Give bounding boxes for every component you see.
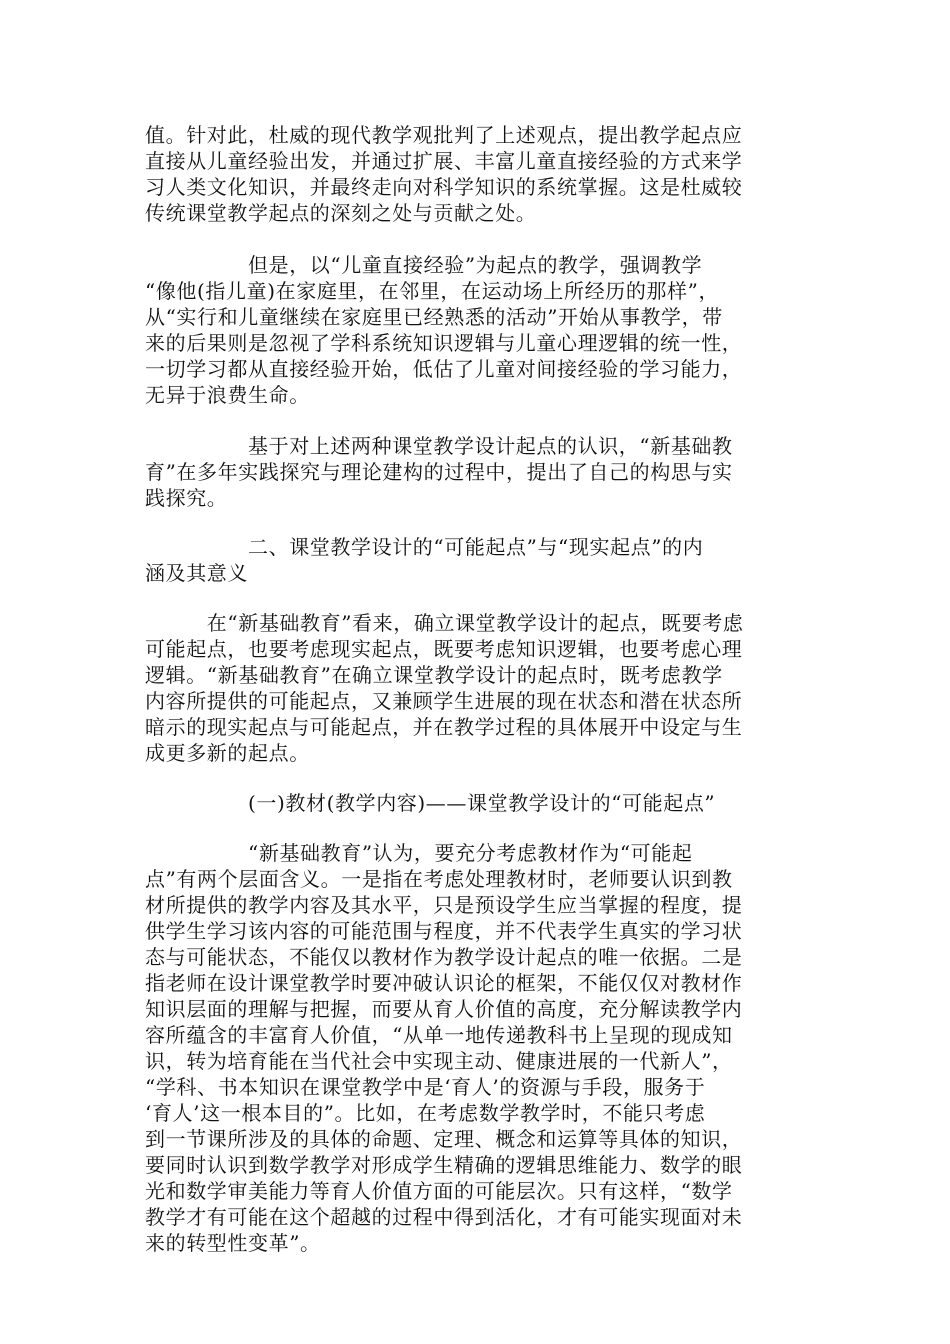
text-line: 育”在多年实践探究与理论建构的过程中，提出了自己的构思与实 bbox=[145, 460, 733, 484]
text-line: 值。针对此，杜威的现代教学观批判了上述观点，提出教学起点应 bbox=[145, 123, 743, 147]
text-line: 从“实行和儿童继续在家庭里已经熟悉的活动”开始从事教学，带 bbox=[145, 305, 723, 329]
text-line: 指老师在设计课堂教学时要冲破认识论的框架，不能仅仅对教材作 bbox=[145, 971, 743, 995]
text-line: 要同时认识到数学教学对形成学生精确的逻辑思维能力、数学的眼 bbox=[145, 1153, 743, 1177]
paragraph-dewey-critique bbox=[145, 122, 805, 226]
heading-line: 二、课堂教学设计的“可能起点”与“现实起点”的内 bbox=[145, 535, 704, 559]
text-line: 知识层面的理解与把握，而要从育人价值的高度，充分解读教学内 bbox=[145, 997, 743, 1021]
text-line: 无异于浪费生命。 bbox=[145, 383, 310, 407]
text-line: 供学生学习该内容的可能范围与程度，并不代表学生真实的学习状 bbox=[145, 919, 743, 943]
text-line: 识，转为培育能在当代社会中实现主动、健康进展的一代新人”， bbox=[145, 1049, 733, 1073]
text-line: 态与可能状态，不能仅以教材作为教学设计起点的唯一依据。二是 bbox=[145, 945, 743, 969]
text-line: 践探究。 bbox=[145, 486, 228, 510]
paragraph-direct-experience bbox=[145, 252, 805, 408]
paragraph-starting-points bbox=[145, 610, 805, 766]
text-line: 在“新基础教育”看来，确立课堂教学设计的起点，既要考虑 bbox=[145, 611, 744, 635]
text-line: 但是，以“儿童直接经验”为起点的教学，强调教学 bbox=[145, 253, 703, 277]
text-line: 直接从儿童经验出发，并通过扩展、丰富儿童直接经验的方式来学 bbox=[145, 149, 743, 173]
text-line: 点”有两个层面含义。一是指在考虑处理教材时，老师要认识到教 bbox=[145, 867, 733, 891]
text-line: 习人类文化知识，并最终走向对科学知识的系统掌握。这是杜威较 bbox=[145, 175, 743, 199]
paragraph-textbook-possible-start bbox=[145, 840, 805, 1256]
text-line: 逻辑。“新基础教育”在确立课堂教学设计的起点时，既考虑教学 bbox=[145, 663, 723, 687]
section-heading-two bbox=[145, 534, 805, 586]
text-line: 光和数学审美能力等育人价值方面的可能层次。只有这样，“数学 bbox=[145, 1179, 733, 1203]
heading-line: (一)教材(教学内容)——课堂教学设计的“可能起点” bbox=[145, 791, 716, 815]
heading-line: 涵及其意义 bbox=[145, 561, 248, 585]
text-line: 来的后果则是忽视了学科系统知识逻辑与儿童心理逻辑的统一性， bbox=[145, 331, 743, 355]
paragraph-new-basic-education bbox=[145, 433, 805, 511]
text-line: ‘育人’这一根本目的”。比如，在考虑数学教学时，不能只考虑 bbox=[145, 1101, 706, 1125]
text-line: 基于对上述两种课堂教学设计起点的认识，“新基础教 bbox=[145, 434, 733, 458]
text-line: 暗示的现实起点与可能起点，并在教学过程的具体展开中设定与生 bbox=[145, 715, 743, 739]
text-line: 教学才有可能在这个超越的过程中得到活化，才有可能实现面对未 bbox=[145, 1205, 743, 1229]
text-line: 可能起点，也要考虑现实起点，既要考虑知识逻辑，也要考虑心理 bbox=[145, 637, 743, 661]
text-line: 传统课堂教学起点的深刻之处与贡献之处。 bbox=[145, 201, 537, 225]
subsection-heading-one bbox=[145, 790, 805, 816]
text-line: “像他(指儿童)在家庭里，在邻里，在运动场上所经历的那样”， bbox=[145, 279, 720, 303]
text-line: 材所提供的教学内容及其水平，只是预设学生应当掌握的程度，提 bbox=[145, 893, 743, 917]
text-line: 来的转型性变革”。 bbox=[145, 1231, 321, 1255]
text-line: 成更多新的起点。 bbox=[145, 741, 310, 765]
text-line: 内容所提供的可能起点，又兼顾学生进展的现在状态和潜在状态所 bbox=[145, 689, 743, 713]
text-line: 一切学习都从直接经验开始，低估了儿童对间接经验的学习能力， bbox=[145, 357, 743, 381]
text-line: “新基础教育”认为，要充分考虑教材作为“可能起 bbox=[145, 841, 693, 865]
text-line: 容所蕴含的丰富育人价值，“从单一地传递教科书上呈现的现成知 bbox=[145, 1023, 733, 1047]
text-line: “学科、书本知识在课堂教学中是‘育人’的资源与手段，服务于 bbox=[145, 1075, 706, 1099]
text-line: 到一节课所涉及的具体的命题、定理、概念和运算等具体的知识， bbox=[145, 1127, 743, 1151]
